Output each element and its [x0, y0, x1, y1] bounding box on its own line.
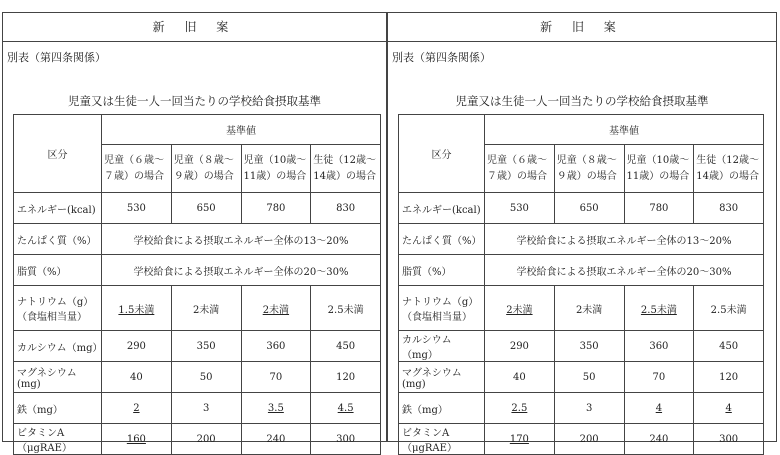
- table-row: [14, 255, 381, 286]
- cell-value: 240: [624, 424, 694, 455]
- merged-cell: 学校給食による摂取エネルギー全体の13〜20%: [485, 224, 764, 255]
- cell-value: 40: [102, 362, 172, 393]
- cell-value: 1.5未満: [102, 286, 172, 331]
- cell-value: 2.5未満: [311, 286, 381, 331]
- row-label: 鉄（mg）: [14, 393, 102, 424]
- cell-value: 530: [485, 193, 555, 224]
- row-label: マグネシウム(mg): [399, 362, 485, 393]
- table-row: [399, 193, 764, 224]
- cell-value: 3: [171, 393, 241, 424]
- age-header: 児童（８歳〜９歳）の場合: [554, 145, 624, 193]
- appendix-reference: 別表（第四条関係）: [7, 51, 106, 64]
- page-header: 新 旧 案: [3, 13, 386, 42]
- right-document-page: [387, 12, 777, 454]
- page-header: 新 旧 案: [388, 13, 776, 42]
- cell-value: 2.5: [485, 393, 555, 424]
- cell-value: 2未満: [485, 286, 555, 331]
- age-header: 児童（10歳〜11歳）の場合: [624, 145, 694, 193]
- row-label: マグネシウム(mg): [14, 362, 102, 393]
- row-label: ビタミンA（μgRAE）: [399, 424, 485, 455]
- header-kijun: 基準値: [485, 115, 764, 145]
- table-row: [399, 424, 764, 455]
- cell-value: 160: [102, 424, 172, 455]
- table-row: [399, 255, 764, 286]
- cell-value: 350: [554, 331, 624, 362]
- row-label: 脂質（%）: [399, 255, 485, 286]
- cell-value: 120: [311, 362, 381, 393]
- appendix-reference: 別表（第四条関係）: [392, 51, 491, 64]
- cell-value: 70: [624, 362, 694, 393]
- cell-value: 650: [554, 193, 624, 224]
- cell-value: 2.5未満: [624, 286, 694, 331]
- cell-value: 290: [485, 331, 555, 362]
- table-title: 児童又は生徒一人一回当たりの学校給食摂取基準: [455, 94, 709, 108]
- row-label: 脂質（%）: [14, 255, 102, 286]
- cell-value: 3: [554, 393, 624, 424]
- age-header: 児童（６歳〜７歳）の場合: [485, 145, 555, 193]
- table-row: [14, 393, 381, 424]
- cell-value: 300: [311, 424, 381, 455]
- merged-cell: 学校給食による摂取エネルギー全体の13〜20%: [102, 224, 381, 255]
- cell-value: 3.5: [241, 393, 311, 424]
- cell-value: 830: [694, 193, 764, 224]
- table-row: [14, 362, 381, 393]
- row-label: ナトリウム（g）（食塩相当量）: [14, 286, 102, 331]
- cell-value: 360: [241, 331, 311, 362]
- cell-value: 780: [624, 193, 694, 224]
- merged-cell: 学校給食による摂取エネルギー全体の20〜30%: [102, 255, 381, 286]
- table-row: [399, 331, 764, 362]
- cell-value: 450: [694, 331, 764, 362]
- table-row: [399, 362, 764, 393]
- row-label: カルシウム（mg）: [399, 331, 485, 362]
- row-label: エネルギー(kcal): [399, 193, 485, 224]
- table-row: [14, 224, 381, 255]
- row-label: カルシウム（mg）: [14, 331, 102, 362]
- row-label: たんぱく質（%）: [14, 224, 102, 255]
- cell-value: 50: [171, 362, 241, 393]
- cell-value: 240: [241, 424, 311, 455]
- cell-value: 450: [311, 331, 381, 362]
- standards-table: [398, 114, 764, 455]
- cell-value: 290: [102, 331, 172, 362]
- cell-value: 4: [694, 393, 764, 424]
- row-label: ナトリウム（g）（食塩相当量）: [399, 286, 485, 331]
- cell-value: 50: [554, 362, 624, 393]
- standards-table: [13, 114, 381, 455]
- cell-value: 2.5未満: [694, 286, 764, 331]
- cell-value: 40: [485, 362, 555, 393]
- table-row: [399, 393, 764, 424]
- age-header: 生徒（12歳〜14歳）の場合: [694, 145, 764, 193]
- age-header: 児童（６歳〜７歳）の場合: [102, 145, 172, 193]
- cell-value: 4.5: [311, 393, 381, 424]
- cell-value: 780: [241, 193, 311, 224]
- row-label: たんぱく質（%）: [399, 224, 485, 255]
- cell-value: 2未満: [171, 286, 241, 331]
- cell-value: 2: [102, 393, 172, 424]
- cell-value: 530: [102, 193, 172, 224]
- cell-value: 170: [485, 424, 555, 455]
- cell-value: 2未満: [554, 286, 624, 331]
- table-row: [14, 193, 381, 224]
- cell-value: 70: [241, 362, 311, 393]
- table-row: [14, 424, 381, 455]
- merged-cell: 学校給食による摂取エネルギー全体の20〜30%: [485, 255, 764, 286]
- cell-value: 2未満: [241, 286, 311, 331]
- age-header: 児童（10歳〜11歳）の場合: [241, 145, 311, 193]
- age-header: 生徒（12歳〜14歳）の場合: [311, 145, 381, 193]
- cell-value: 300: [694, 424, 764, 455]
- row-label: 鉄（mg）: [399, 393, 485, 424]
- header-kijun: 基準値: [102, 115, 381, 145]
- table-row: [14, 286, 381, 331]
- row-label: エネルギー(kcal): [14, 193, 102, 224]
- table-row: [399, 224, 764, 255]
- table-row: [399, 286, 764, 331]
- left-document-page: [2, 12, 387, 454]
- table-title: 児童又は生徒一人一回当たりの学校給食摂取基準: [68, 94, 321, 108]
- cell-value: 650: [171, 193, 241, 224]
- cell-value: 120: [694, 362, 764, 393]
- header-kubun: 区分: [14, 115, 102, 193]
- cell-value: 200: [554, 424, 624, 455]
- age-header: 児童（８歳〜９歳）の場合: [171, 145, 241, 193]
- cell-value: 200: [171, 424, 241, 455]
- cell-value: 360: [624, 331, 694, 362]
- row-label: ビタミンA（μgRAE）: [14, 424, 102, 455]
- cell-value: 4: [624, 393, 694, 424]
- table-row: [14, 331, 381, 362]
- header-kubun: 区分: [399, 115, 485, 193]
- cell-value: 350: [171, 331, 241, 362]
- cell-value: 830: [311, 193, 381, 224]
